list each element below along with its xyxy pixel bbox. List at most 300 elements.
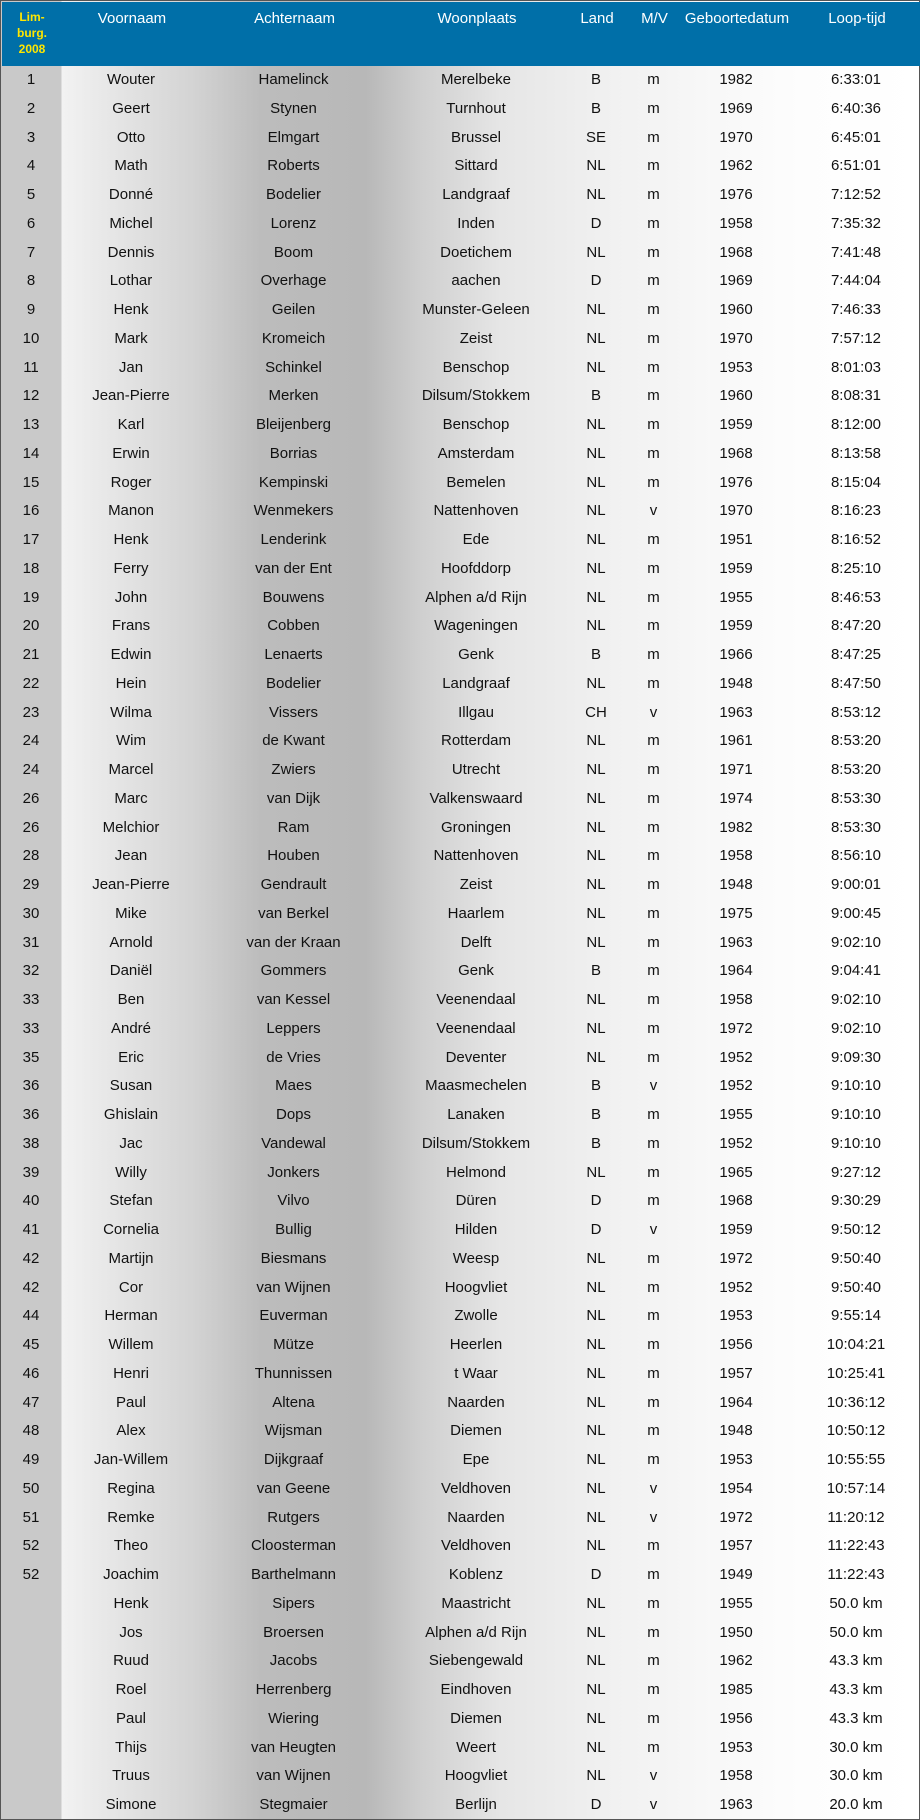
gender-cell: m [647, 1249, 660, 1267]
first-name-cell: Roel [115, 1681, 147, 1699]
run-time-cell: 7:41:48 [830, 243, 882, 261]
rank-cell: 41 [22, 1221, 40, 1239]
run-time-cell: 10:55:55 [826, 1451, 886, 1469]
table-row [1, 470, 920, 495]
gender-cell: v [649, 1077, 658, 1095]
birth-year-cell: 1968 [719, 243, 753, 261]
last-name-cell: van Kessel [256, 991, 331, 1009]
birth-year-cell: 1976 [719, 473, 753, 491]
birth-year-cell: 1965 [719, 1163, 753, 1181]
country-cell: B [590, 71, 601, 88]
run-time-cell: 50.0 km [829, 1623, 883, 1641]
first-name-cell: Lothar [109, 272, 153, 290]
residence-cell: Düren [455, 1192, 497, 1210]
birth-year-cell: 1952 [719, 1278, 753, 1296]
residence-cell: Deventer [445, 1048, 507, 1066]
table-header [2, 2, 920, 66]
gender-cell: v [649, 1767, 658, 1785]
first-name-cell: Marc [114, 789, 148, 807]
table-row [1, 355, 920, 380]
gender-cell: m [647, 272, 660, 290]
first-name-cell: Simone [105, 1796, 157, 1814]
rank-cell: 12 [22, 387, 40, 405]
rank-cell: 6 [26, 214, 36, 232]
birth-year-cell: 1982 [719, 71, 753, 88]
last-name-cell: Kempinski [258, 473, 329, 491]
residence-cell: Epe [462, 1451, 490, 1469]
country-cell: B [590, 387, 601, 405]
run-time-cell: 11:22:43 [827, 1566, 885, 1584]
gender-cell: v [649, 1221, 658, 1239]
last-name-cell: Mütze [273, 1336, 314, 1354]
last-name-cell: Vandewal [261, 1134, 326, 1152]
table-row [1, 1677, 920, 1702]
last-name-cell: Roberts [267, 157, 320, 175]
first-name-cell: Henk [113, 531, 149, 549]
rank-cell: 4 [26, 157, 36, 175]
residence-cell: aachen [451, 272, 501, 290]
last-name-cell: Boom [273, 243, 314, 261]
country-cell: NL [586, 559, 606, 577]
first-name-cell: Frans [111, 617, 151, 635]
residence-cell: Landgraaf [442, 186, 510, 204]
gender-cell: m [647, 444, 660, 462]
residence-cell: Diemen [450, 1422, 502, 1440]
last-name-cell: Bodelier [265, 674, 322, 692]
country-cell: NL [586, 761, 606, 779]
birth-year-cell: 1969 [719, 99, 753, 117]
run-time-cell: 7:46:33 [830, 301, 882, 319]
rank-cell: 9 [26, 301, 36, 319]
last-name-cell: Kromeich [261, 329, 326, 347]
country-cell: NL [586, 1681, 606, 1699]
run-time-cell: 9:50:40 [830, 1249, 882, 1267]
run-time-cell: 10:36:12 [826, 1393, 886, 1411]
run-time-cell: 30.0 km [829, 1767, 883, 1785]
first-name-cell: Hein [115, 674, 147, 692]
gender-cell: m [647, 1623, 660, 1641]
last-name-cell: Altena [272, 1393, 315, 1411]
birth-year-cell: 1953 [719, 1307, 753, 1325]
residence-cell: Veldhoven [440, 1479, 512, 1497]
gender-cell: v [649, 502, 658, 520]
rank-cell: 1 [26, 71, 36, 88]
country-cell: SE [585, 128, 606, 146]
country-cell: NL [586, 531, 606, 549]
first-name-cell: Manon [108, 502, 154, 520]
last-name-cell: Cobben [267, 617, 320, 635]
table-row [1, 1131, 920, 1156]
run-time-cell: 10:57:14 [826, 1479, 886, 1497]
country-cell: B [590, 1134, 601, 1152]
rank-cell: 5 [26, 186, 36, 204]
rank-cell: 28 [22, 847, 40, 865]
table-row [1, 1361, 920, 1386]
country-cell: NL [586, 243, 606, 261]
rank-cell: 26 [22, 789, 40, 807]
residence-cell: Groningen [440, 818, 512, 836]
last-name-cell: van Geene [256, 1479, 331, 1497]
table-row [1, 182, 920, 207]
country-cell: NL [586, 847, 606, 865]
rank-cell: 26 [22, 818, 40, 836]
rank-cell: 33 [22, 1019, 40, 1037]
country-cell: NL [586, 157, 606, 175]
first-name-cell: Thijs [115, 1738, 147, 1756]
birth-year-cell: 1960 [719, 387, 753, 405]
birth-year-cell: 1951 [719, 531, 753, 549]
run-time-cell: 8:13:58 [830, 444, 882, 462]
first-name-cell: Henk [113, 301, 149, 319]
last-name-cell: Zwiers [271, 761, 316, 779]
country-cell: NL [586, 1307, 606, 1325]
rank-cell: 39 [22, 1163, 40, 1181]
rank-cell: 16 [22, 502, 40, 520]
rank-cell: 42 [22, 1249, 40, 1267]
run-time-cell: 30.0 km [829, 1738, 883, 1756]
gender-cell: v [649, 1479, 658, 1497]
table-row [1, 671, 920, 696]
table-row [1, 211, 920, 236]
birth-year-cell: 1974 [719, 789, 753, 807]
residence-cell: Wageningen [434, 617, 518, 635]
last-name-cell: Lenderink [260, 531, 327, 549]
run-time-cell: 9:09:30 [830, 1048, 882, 1066]
table-row [1, 1706, 920, 1731]
first-name-cell: Mark [114, 329, 148, 347]
table-row [1, 901, 920, 926]
residence-cell: Landgraaf [442, 674, 510, 692]
first-name-cell: Melchior [102, 818, 160, 836]
first-name-cell: Joachim [103, 1566, 159, 1584]
birth-year-cell: 1956 [719, 1709, 753, 1727]
table-row [1, 527, 920, 552]
last-name-cell: van Wijnen [256, 1278, 331, 1296]
birth-year-cell: 1972 [719, 1508, 753, 1526]
residence-cell: Hoofddorp [440, 559, 512, 577]
residence-cell: Illgau [458, 703, 494, 721]
table-row [1, 498, 920, 523]
last-name-cell: Merken [268, 387, 319, 405]
birth-year-cell: 1969 [719, 272, 753, 290]
table-row [1, 1763, 920, 1788]
residence-cell: Lanaken [447, 1106, 505, 1124]
last-name-cell: van Dijk [266, 789, 321, 807]
table-row [1, 1246, 920, 1271]
gender-cell: m [647, 1594, 660, 1612]
rank-cell: 15 [22, 473, 40, 491]
residence-cell: Dilsum/Stokkem [421, 1134, 531, 1152]
rank-cell: 10 [22, 329, 40, 347]
country-cell: D [590, 272, 602, 290]
rank-cell: 14 [22, 444, 40, 462]
first-name-cell: Donné [108, 186, 154, 204]
birth-year-cell: 1948 [719, 876, 753, 894]
gender-cell: m [647, 214, 660, 232]
gender-cell: m [647, 617, 660, 635]
birth-year-cell: 1968 [719, 1192, 753, 1210]
birth-year-cell: 1970 [719, 329, 753, 347]
run-time-cell: 8:08:31 [830, 387, 882, 405]
last-name-cell: Overhage [260, 272, 327, 290]
gender-cell: m [647, 157, 660, 175]
country-cell: NL [586, 789, 606, 807]
birth-year-cell: 1964 [719, 962, 753, 980]
last-name-cell: Euverman [259, 1307, 328, 1325]
residence-cell: Veenendaal [436, 1019, 516, 1037]
rank-cell: 40 [22, 1192, 40, 1210]
first-name-cell: Alex [116, 1422, 146, 1440]
first-name-cell: Michel [109, 214, 153, 232]
last-name-cell: Bleijenberg [255, 416, 332, 434]
residence-cell: Amsterdam [437, 444, 515, 462]
gender-cell: m [647, 99, 660, 117]
birth-year-cell: 1958 [719, 214, 753, 232]
table-row [1, 728, 920, 753]
last-name-cell: Broersen [263, 1623, 324, 1641]
birth-year-cell: 1958 [719, 847, 753, 865]
first-name-cell: Roger [110, 473, 152, 491]
rank-cell: 23 [22, 703, 40, 721]
run-time-cell: 7:44:04 [830, 272, 882, 290]
residence-cell: Koblenz [448, 1566, 504, 1584]
rank-cell: 3 [26, 128, 36, 146]
gender-cell: m [647, 358, 660, 376]
gender-cell: m [647, 876, 660, 894]
gender-cell: m [647, 531, 660, 549]
run-time-cell: 8:16:23 [830, 502, 882, 520]
table-row [1, 240, 920, 265]
first-name-cell: Regina [107, 1479, 155, 1497]
birth-year-cell: 1962 [719, 1652, 753, 1670]
run-time-cell: 8:25:10 [830, 559, 882, 577]
country-cell: B [590, 99, 601, 117]
table-row [1, 1735, 920, 1760]
country-cell: NL [586, 1451, 606, 1469]
rank-cell: 7 [26, 243, 36, 261]
run-time-cell: 6:51:01 [830, 157, 882, 175]
last-name-cell: Barthelmann [250, 1566, 337, 1584]
table-row [1, 297, 920, 322]
rank-cell: 52 [22, 1537, 40, 1555]
birth-year-cell: 1957 [719, 1364, 753, 1382]
residence-cell: Heerlen [449, 1336, 503, 1354]
residence-cell: Nattenhoven [433, 847, 519, 865]
birth-year-cell: 1948 [719, 1422, 753, 1440]
residence-cell: Helmond [445, 1163, 507, 1181]
header-run-time: Loop-tijd [828, 10, 886, 27]
rank-cell: 21 [22, 646, 40, 664]
first-name-cell: Stefan [109, 1192, 153, 1210]
last-name-cell: Wenmekers [253, 502, 334, 520]
country-cell: NL [586, 588, 606, 606]
first-name-cell: Otto [116, 128, 146, 146]
rank-cell: 50 [22, 1479, 40, 1497]
first-name-cell: Truus [112, 1767, 150, 1785]
birth-year-cell: 1970 [719, 502, 753, 520]
gender-cell: v [649, 1796, 658, 1814]
table-row [1, 958, 920, 983]
first-name-cell: Marcel [108, 761, 154, 779]
residence-cell: Zwolle [454, 1307, 498, 1325]
country-cell: NL [586, 416, 606, 434]
first-name-cell: Karl [117, 416, 145, 434]
first-name-cell: Willy [115, 1163, 147, 1181]
first-name-cell: Geert [112, 99, 150, 117]
run-time-cell: 9:50:40 [830, 1278, 882, 1296]
residence-cell: Genk [458, 646, 494, 664]
last-name-cell: Rutgers [267, 1508, 320, 1526]
residence-cell: Ede [462, 531, 490, 549]
last-name-cell: van der Kraan [246, 933, 341, 951]
rank-cell: 13 [22, 416, 40, 434]
rank-cell: 36 [22, 1106, 40, 1124]
residence-cell: Hoogvliet [444, 1278, 508, 1296]
table-row [1, 1476, 920, 1501]
birth-year-cell: 1954 [719, 1479, 753, 1497]
birth-year-cell: 1953 [719, 358, 753, 376]
table-row [1, 326, 920, 351]
first-name-cell: Ben [117, 991, 145, 1009]
birth-year-cell: 1955 [719, 1106, 753, 1124]
gender-cell: m [647, 1364, 660, 1382]
gender-cell: m [647, 186, 660, 204]
residence-cell: Nattenhoven [433, 502, 519, 520]
last-name-cell: Houben [267, 847, 320, 865]
residence-cell: Alphen a/d Rijn [425, 1623, 527, 1641]
table-row [1, 1648, 920, 1673]
birth-year-cell: 1958 [719, 1767, 753, 1785]
run-time-cell: 9:02:10 [830, 991, 882, 1009]
gender-cell: v [649, 1508, 658, 1526]
run-time-cell: 8:47:25 [830, 646, 882, 664]
table-row [1, 1418, 920, 1443]
table-row [1, 843, 920, 868]
country-cell: D [590, 1566, 602, 1584]
country-cell: NL [586, 1594, 606, 1612]
rank-cell: 11 [23, 358, 39, 376]
country-cell: NL [586, 1508, 606, 1526]
rank-cell: 20 [22, 617, 40, 635]
gender-cell: m [647, 1134, 660, 1152]
gender-cell: m [647, 732, 660, 750]
birth-year-cell: 1975 [719, 904, 753, 922]
last-name-cell: Bullig [275, 1221, 312, 1239]
birth-year-cell: 1972 [719, 1249, 753, 1267]
rank-cell: 49 [22, 1451, 40, 1469]
country-cell: NL [586, 1019, 606, 1037]
gender-cell: m [647, 1566, 660, 1584]
country-cell: NL [586, 473, 606, 491]
table-row [1, 1188, 920, 1213]
first-name-cell: Cor [118, 1278, 144, 1296]
table-row [1, 786, 920, 811]
last-name-cell: van der Ent [255, 559, 332, 577]
residence-cell: Dilsum/Stokkem [421, 387, 531, 405]
table-row [1, 1332, 920, 1357]
residence-cell: Alphen a/d Rijn [425, 588, 527, 606]
first-name-cell: John [114, 588, 148, 606]
last-name-cell: de Kwant [262, 732, 325, 750]
run-time-cell: 9:10:10 [830, 1106, 882, 1124]
residence-cell: Doetichem [440, 243, 512, 261]
last-name-cell: Borrias [269, 444, 318, 462]
country-cell: D [590, 1221, 602, 1239]
country-cell: NL [586, 1336, 606, 1354]
rank-cell: 17 [22, 531, 40, 549]
last-name-cell: Cloosterman [250, 1537, 337, 1555]
country-cell: NL [586, 933, 606, 951]
event-label-line: Lim- [19, 10, 45, 24]
table-row [1, 1591, 920, 1616]
birth-year-cell: 1959 [719, 416, 753, 434]
rank-cell: 24 [22, 761, 40, 779]
table-row [1, 700, 920, 725]
gender-cell: m [647, 1163, 660, 1181]
table-row [1, 1533, 920, 1558]
rank-cell: 36 [22, 1077, 40, 1095]
event-label [2, 9, 62, 57]
first-name-cell: Eric [118, 1048, 144, 1066]
residence-cell: Veenendaal [436, 991, 516, 1009]
run-time-cell: 9:00:45 [830, 904, 882, 922]
run-time-cell: 8:53:20 [830, 732, 882, 750]
run-time-cell: 8:56:10 [830, 847, 882, 865]
last-name-cell: Gommers [260, 962, 327, 980]
residence-cell: t Waar [454, 1364, 498, 1382]
residence-cell: Benschop [442, 416, 510, 434]
rank-cell: 38 [22, 1134, 40, 1152]
birth-year-cell: 1959 [719, 559, 753, 577]
residence-cell: Turnhout [446, 99, 506, 117]
country-cell: NL [586, 186, 606, 204]
first-name-cell: Susan [109, 1077, 153, 1095]
birth-year-cell: 1964 [719, 1393, 753, 1411]
last-name-cell: Wijsman [264, 1422, 323, 1440]
country-cell: NL [586, 1767, 606, 1785]
residence-cell: Berlijn [455, 1796, 497, 1814]
country-cell: NL [586, 876, 606, 894]
run-time-cell: 8:15:04 [830, 473, 882, 491]
country-cell: NL [586, 1709, 606, 1727]
rank-cell: 19 [22, 588, 40, 606]
table-row [1, 1562, 920, 1587]
first-name-cell: Wim [116, 732, 146, 750]
table-row [1, 125, 920, 150]
residence-cell: Hoogvliet [444, 1767, 508, 1785]
first-name-cell: Erwin [112, 444, 150, 462]
birth-year-cell: 1948 [719, 674, 753, 692]
last-name-cell: Maes [275, 1077, 312, 1095]
birth-year-cell: 1985 [719, 1681, 753, 1699]
rank-cell: 42 [22, 1278, 40, 1296]
residence-cell: Valkenswaard [429, 789, 523, 807]
first-name-cell: Jan [118, 358, 144, 376]
last-name-cell: Dijkgraaf [263, 1451, 324, 1469]
birth-year-cell: 1972 [719, 1019, 753, 1037]
country-cell: NL [586, 1422, 606, 1440]
residence-cell: Rotterdam [440, 732, 512, 750]
table-row [1, 1620, 920, 1645]
birth-year-cell: 1959 [719, 617, 753, 635]
run-time-cell: 6:40:36 [830, 99, 882, 117]
table-row [1, 153, 920, 178]
first-name-cell: Henri [113, 1364, 149, 1382]
residence-cell: Diemen [450, 1709, 502, 1727]
rank-cell: 48 [22, 1422, 40, 1440]
table-row [1, 1160, 920, 1185]
first-name-cell: Paul [115, 1709, 147, 1727]
